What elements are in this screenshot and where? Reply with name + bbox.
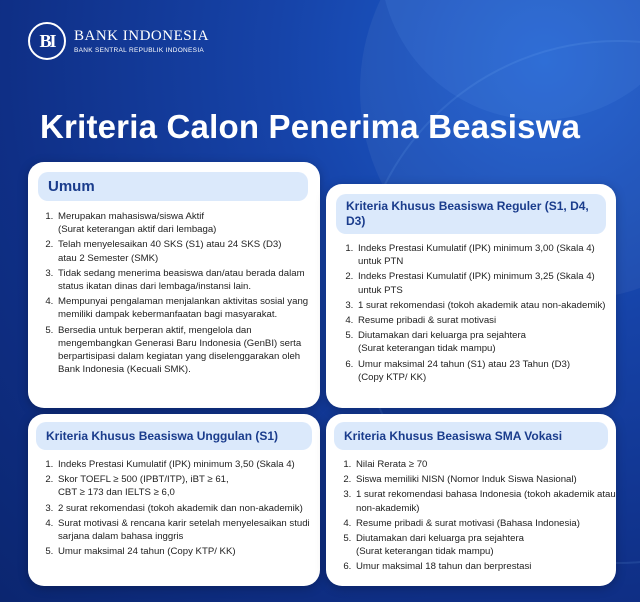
page-title: Kriteria Calon Penerima Beasiswa <box>40 108 581 145</box>
list-item <box>356 299 618 312</box>
item-text: Indeks Prestasi Kumulatif (IPK) minimum 3,50 (Skala 4) <box>58 459 295 470</box>
list-item <box>56 295 320 321</box>
card-heading: Kriteria Khusus Beasiswa Unggulan (S1) <box>36 422 312 450</box>
item-subtext: (Surat keterangan aktif dari lembaga) <box>58 224 217 236</box>
list-item <box>356 270 618 296</box>
list-item <box>56 238 320 264</box>
card-sma-vokasi <box>326 414 616 586</box>
list-item <box>56 267 320 293</box>
item-text: Siswa memiliki NISN (Nomor Induk Siswa Nasional) <box>356 474 577 486</box>
item-text: Tidak sedang menerima beasiswa dan/atau berada dalam status ikatan dinas dari lembaga/instansi lain. <box>58 267 305 293</box>
item-text: Umur maksimal 24 tahun (S1) atau 23 Tahun (D3) <box>358 358 571 370</box>
item-text: Surat motivasi & rencana karir setelah menyelesaikan studi sarjana dalam bahasa inggris <box>58 517 310 543</box>
list-item <box>354 488 620 514</box>
item-subtext: (Surat keterangan tidak mampu) <box>356 546 494 558</box>
item-subtext: CBT ≥ 173 dan IELTS ≥ 6,0 <box>58 487 175 499</box>
item-subtext: (Surat keterangan tidak mampu) <box>358 343 496 355</box>
list-item <box>56 473 326 499</box>
list-item <box>354 517 620 530</box>
bi-emblem-icon: BI <box>28 22 66 60</box>
card-heading: Umum <box>38 172 308 201</box>
item-text: 1 surat rekomendasi bahasa Indonesia (tokoh akademik atau non-akademik) <box>356 489 616 514</box>
list-item <box>356 329 618 355</box>
list-item <box>56 210 320 236</box>
logo-text <box>74 28 209 54</box>
item-text: Umur maksimal 18 tahun dan berprestasi <box>356 561 532 573</box>
item-text: Diutamakan dari keluarga pra sejahtera <box>358 330 526 342</box>
item-text: Nilai Rerata ≥ 70 <box>356 459 428 470</box>
criteria-list <box>342 242 618 386</box>
item-text: Umur maksimal 24 tahun (Copy KTP/ KK) <box>58 546 236 558</box>
item-text: Telah menyelesaikan 40 SKS (S1) atau 24 SKS (D3) <box>58 239 282 251</box>
list-item <box>56 517 326 543</box>
list-item <box>356 242 618 268</box>
item-text: Resume pribadi & surat motivasi (Bahasa Indonesia) <box>356 517 580 529</box>
item-text: 2 surat rekomendasi (tokoh akademik dan non-akademik) <box>58 502 303 514</box>
item-text: Bersedia untuk berperan aktif, mengelola dan mengembangkan Generasi Baru Indonesia (GenBI) serta berpartisipasi dalam kegiatan yang diselenggarakan oleh Bank Indonesia (Kecuali SMK). <box>58 324 302 376</box>
list-item <box>356 314 618 327</box>
list-item <box>354 560 620 573</box>
list-item <box>354 458 620 471</box>
item-text: Indeks Prestasi Kumulatif (IPK) minimum 3,00 (Skala 4) untuk PTN <box>358 243 595 268</box>
card-heading: Kriteria Khusus Beasiswa Reguler (S1, D4, D3) <box>336 194 606 234</box>
item-text: Indeks Prestasi Kumulatif (IPK) minimum 3,25 (Skala 4) untuk PTS <box>358 271 595 296</box>
item-text: Skor TOEFL ≥ 500 (IPBT/ITP), iBT ≥ 61, <box>58 474 229 486</box>
item-text: Mempunyai pengalaman menjalankan aktivitas sosial yang memiliki dampak kebermanfaatan bagi masyarakat. <box>58 296 309 321</box>
item-subtext: (Copy KTP/ KK) <box>358 371 427 383</box>
card-umum <box>28 162 320 408</box>
list-item <box>356 358 618 384</box>
list-item <box>56 545 326 558</box>
list-item <box>56 502 326 515</box>
item-subtext: atau 2 Semester (SMK) <box>58 252 159 264</box>
criteria-list <box>340 458 620 576</box>
list-item <box>354 532 620 558</box>
card-heading: Kriteria Khusus Beasiswa SMA Vokasi <box>334 422 608 450</box>
item-text: 1 surat rekomendasi (tokoh akademik atau non-akademik) <box>358 299 606 311</box>
brand-name: BANK INDONESIA <box>74 28 209 44</box>
brand-subtitle: BANK SENTRAL REPUBLIK INDONESIA <box>74 47 205 54</box>
list-item <box>56 324 320 377</box>
card-reguler <box>326 184 616 408</box>
list-item <box>56 458 326 471</box>
card-unggulan <box>28 414 320 586</box>
item-text: Resume pribadi & surat motivasi <box>358 315 497 327</box>
item-text: Merupakan mahasiswa/siswa Aktif <box>58 211 205 222</box>
item-text: Diutamakan dari keluarga pra sejahtera <box>356 533 524 545</box>
criteria-list <box>42 210 320 378</box>
list-item <box>354 473 620 486</box>
criteria-list <box>42 458 326 560</box>
bank-indonesia-logo <box>28 22 209 60</box>
